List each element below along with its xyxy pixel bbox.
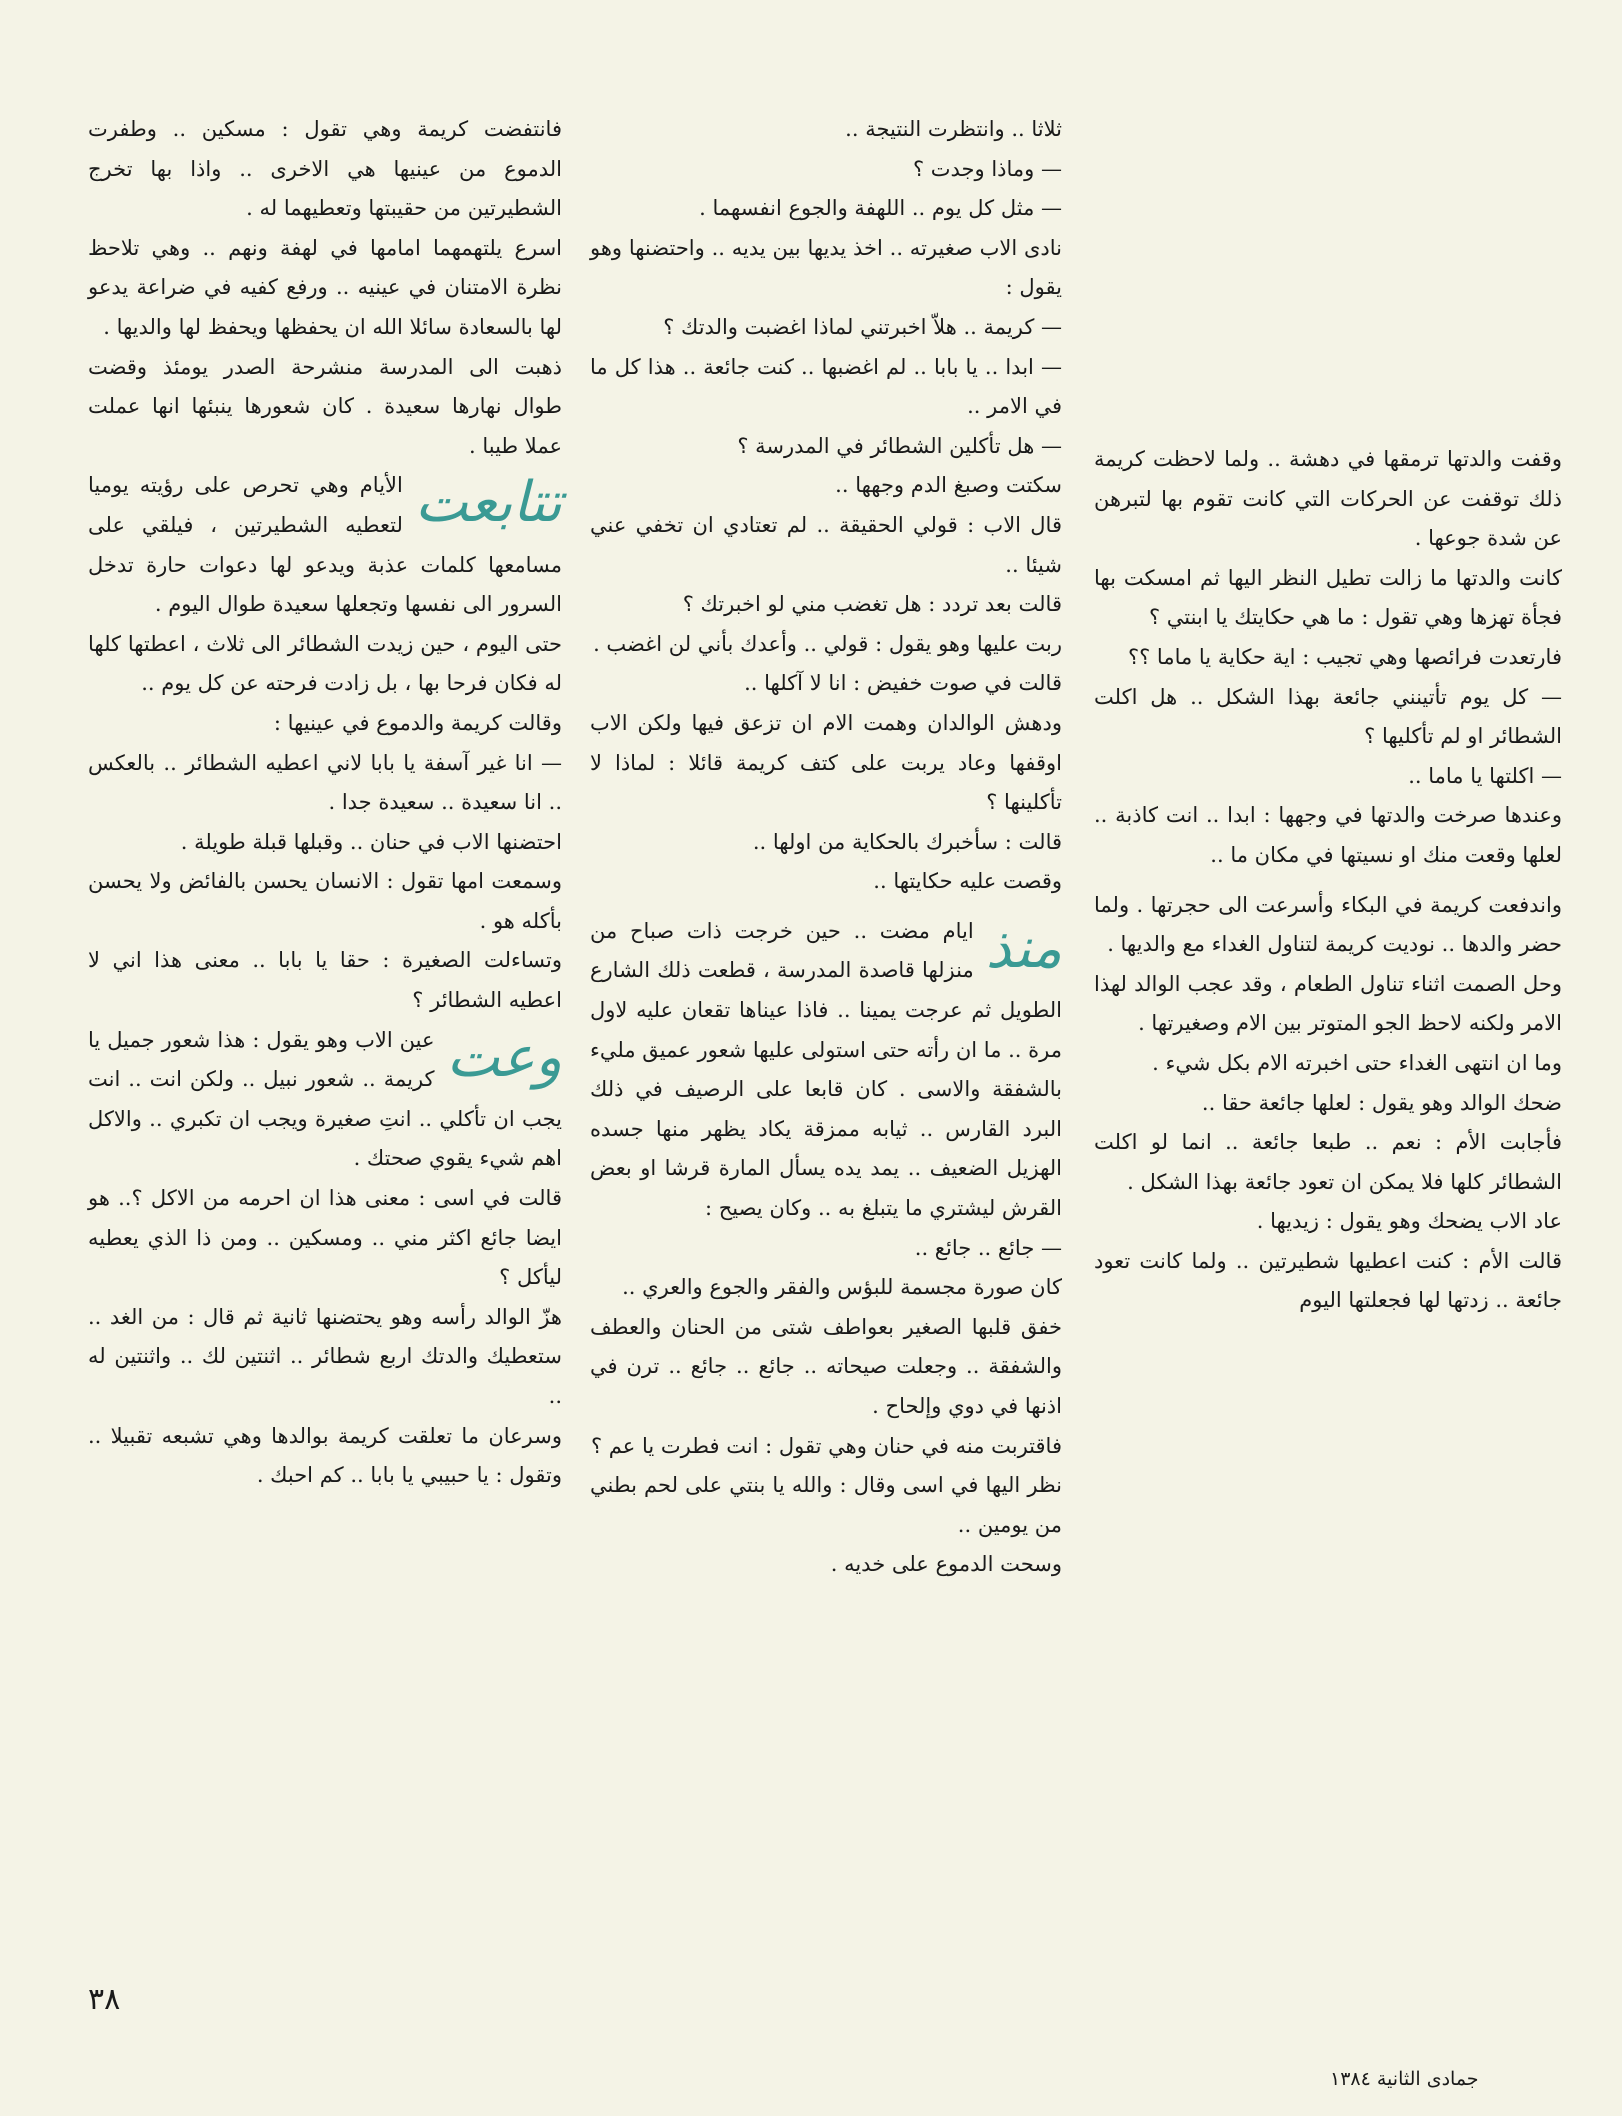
paragraph: نادى الاب صغيرته .. اخذ يديها بين يديه .. واحتضنها وهو يقول : [590, 235, 1062, 300]
decorative-initial-word: منذ [985, 915, 1062, 981]
paragraph: وتساءلت الصغيرة : حقا يا بابا .. معنى هذا اني لا اعطيه الشطائر ؟ [88, 948, 562, 1013]
issue-date-footer: جمادى الثانية ١٣٨٤ [1330, 2068, 1479, 2090]
paragraph: فارتعدت فرائصها وهي تجيب : اية حكاية يا ماما ؟؟ [1127, 644, 1562, 669]
paragraph: وحل الصمت اثناء تناول الطعام ، وقد عجب الوالد لهذا الامر ولكنه لاحظ الجو المتوتر بين الام وصغيرتها . [1094, 971, 1562, 1036]
paragraph: احتضنها الاب في حنان .. وقبلها قبلة طويلة . [180, 829, 562, 854]
paragraph: وعندها صرخت والدتها في وجهها : ابدا .. انت كاذبة .. لعلها وقعت منك او نسيتها في مكان ما .. [1094, 803, 1562, 867]
paragraph: هزّ الوالد رأسه وهو يحتضنها ثانية ثم قال : من الغد .. ستعطيك والدتك اربع شطائر .. اثنتين لك .. واثنتين له .. [88, 1304, 562, 1408]
text-column-left [88, 110, 562, 1496]
paragraph: فأجابت الأم : نعم .. طبعا جائعة .. انما لو اكلت الشطائر كلها فلا يمكن ان تعود جائعة بهذا الشكل . [1094, 1130, 1562, 1194]
paragraph: ضحك الوالد وهو يقول : لعلها جائعة حقا .. [1201, 1090, 1562, 1115]
paragraph: — كريمة .. هلاّ اخبرتني لماذا اغضبت والدتك ؟ [663, 314, 1062, 339]
paragraph: — انا غير آسفة يا بابا لاني اعطيه الشطائر .. بالعكس .. انا سعيدة .. سعيدة جدا . [88, 750, 562, 815]
paragraph: فاقتربت منه في حنان وهي تقول : انت فطرت يا عم ؟ [590, 1433, 1062, 1458]
paragraph: — اكلتها يا ماما .. [1408, 763, 1562, 788]
paragraph: وقالت كريمة والدموع في عينيها : [273, 710, 562, 735]
paragraph: وسمعت امها تقول : الانسان يحسن بالفائض ولا يحسن بأكله هو . [88, 869, 562, 933]
paragraph: وما ان انتهى الغداء حتى اخبرته الام بكل شيء . [1152, 1050, 1562, 1075]
paragraph: كانت والدتها ما زالت تطيل النظر اليها ثم امسكت بها فجأة تهزها وهي تقول : ما هي حكايتك يا ابنتي ؟ [1094, 565, 1562, 630]
paragraph: قال الاب : قولي الحقيقة .. لم تعتادي ان تخفي عني شيئا .. [590, 512, 1062, 577]
paragraph: ذهبت الى المدرسة منشرحة الصدر يومئذ وقضت طوال نهارها سعيدة . كان شعورها ينبئها انها عملت عملا طيبا . [88, 354, 562, 458]
paragraph: قالت : سأخبرك بالحكاية من اولها .. [752, 829, 1062, 854]
paragraph: نظر اليها في اسى وقال : والله يا بنتي على لحم بطني من يومين .. [590, 1473, 1062, 1537]
paragraph: — وماذا وجدت ؟ [912, 156, 1062, 181]
paragraph: فانتفضت كريمة وهي تقول : مسكين .. وطفرت الدموع من عينيها هي الاخرى .. واذا بها تخرج الشطيرتين من حقيبتها وتعطيهما له . [88, 117, 562, 221]
paragraph: وقفت والدتها ترمقها في دهشة .. ولما لاحظت كريمة ذلك توقفت عن الحركات التي كانت تقوم بها لتبرهن عن شدة جوعها . [1094, 447, 1562, 551]
paragraph: — كل يوم تأتينني جائعة بهذا الشكل .. هل اكلت الشطائر او لم تأكليها ؟ [1094, 684, 1562, 749]
paragraph: قالت في صوت خفيض : انا لا آكلها .. [744, 671, 1062, 696]
paragraph: ثلاثا .. وانتظرت النتيجة .. [845, 117, 1062, 141]
paragraph: — هل تأكلين الشطائر في المدرسة ؟ [737, 433, 1062, 458]
paragraph: خفق قلبها الصغير بعواطف شتى من الحنان والعطف والشفقة .. وجعلت صيحاته .. جائع .. جائع .. ترن في اذنها في دوي وإلحاح . [590, 1314, 1062, 1418]
section-start-paragraph [88, 1021, 562, 1179]
paragraph: وقصت عليه حكايتها .. [873, 869, 1062, 894]
page-number: ٣٨ [88, 1982, 121, 2017]
section-start-paragraph [88, 466, 562, 624]
decorative-initial-word: تتابعت [414, 470, 562, 536]
section-start-paragraph [590, 912, 1062, 1229]
paragraph: ودهش الوالدان وهمت الام ان تزعق فيها ولكن الاب اوقفها وعاد يربت على كتف كريمة قائلا : لماذا لا تأكلينها ؟ [590, 710, 1062, 815]
decorative-initial-word: وعت [446, 1024, 562, 1090]
paragraph: وسرعان ما تعلقت كريمة بوالدها وهي تشبعه تقبيلا .. وتقول : يا حبيبي يا بابا .. كم احبك . [88, 1423, 562, 1488]
paragraph-text: عين الاب وهو يقول : هذا شعور جميل يا كريمة .. شعور نبيل .. ولكن انت .. انت يجب ان تأكلي .. انتِ صغيرة ويجب ان تكبري .. والاكل اهم شيء يقوي صحتك . [88, 1027, 562, 1171]
paragraph: كان صورة مجسمة للبؤس والفقر والجوع والعري .. [622, 1275, 1062, 1300]
paragraph: ربت عليها وهو يقول : قولي .. وأعدك بأني لن اغضب . [593, 631, 1062, 656]
paragraph: عاد الاب يضحك وهو يقول : زيديها . [1256, 1209, 1562, 1234]
paragraph: — مثل كل يوم .. اللهفة والجوع انفسهما . [699, 196, 1062, 221]
paragraph: وسحت الدموع على خديه . [830, 1552, 1062, 1577]
paragraph: — جائع .. جائع .. [914, 1235, 1062, 1260]
paragraph: قالت في اسى : معنى هذا ان احرمه من الاكل ؟.. هو ايضا جائع اكثر مني .. ومسكين .. ومن ذا الذي يعطيه ليأكل ؟ [88, 1186, 562, 1290]
paragraph: — ابدا .. يا بابا .. لم اغضبها .. كنت جائعة .. هذا كل ما في الامر .. [590, 354, 1062, 419]
paragraph: اسرع يلتهمهما امامها في لهفة ونهم .. وهي تلاحظ نظرة الامتنان في عينيه .. ورفع كفيه في ضراعة يدعو لها بالسعادة سائلا الله ان يحفظها ويحفظ لها والديها . [88, 235, 562, 339]
text-column-right [1094, 440, 1562, 1321]
paragraph: قالت بعد تردد : هل تغضب مني لو اخبرتك ؟ [682, 592, 1062, 617]
paragraph-text: ايام مضت .. حين خرجت ذات صباح من منزلها قاصدة المدرسة ، قطعت ذلك الشارع الطويل ثم عرجت يمينا .. فاذا عيناها تقعان عليه لاول مرة .. ما ان رأته حتى استولى عليها شعور عميق مليء بالشفقة والاسى . كان قابعا على الرصيف في ذلك البرد القارس .. ثيابه ممزقة يكاد يظهر منها جسده الهزيل الضعيف .. يمد يده يسأل المارة قرشا او بعض القرش ليشتري ما يتبلغ به .. وكان يصيح : [590, 918, 1062, 1221]
paragraph-text: الأيام وهي تحرص على رؤيته يوميا لتعطيه الشطيرتين ، فيلقي على مسامعها كلمات عذبة ويدعو لها دعوات حارة تدخل السرور الى نفسها وتجعلها سعيدة طوال اليوم . [88, 473, 562, 617]
paragraph: قالت الأم : كنت اعطيها شطيرتين .. ولما كانت تعود جائعة .. زدتها لها فجعلتها اليوم [1094, 1248, 1562, 1313]
paragraph: واندفعت كريمة في البكاء وأسرعت الى حجرتها . ولما حضر والدها .. نوديت كريمة لتناول الغداء مع والديها . [1094, 892, 1562, 957]
paragraph: سكتت وصبغ الدم وجهها .. [835, 473, 1062, 498]
text-column-middle [590, 110, 1062, 1585]
paragraph: حتى اليوم ، حين زيدت الشطائر الى ثلاث ، اعطتها كلها له فكان فرحا بها ، بل زادت فرحته عن كل يوم .. [88, 631, 562, 696]
